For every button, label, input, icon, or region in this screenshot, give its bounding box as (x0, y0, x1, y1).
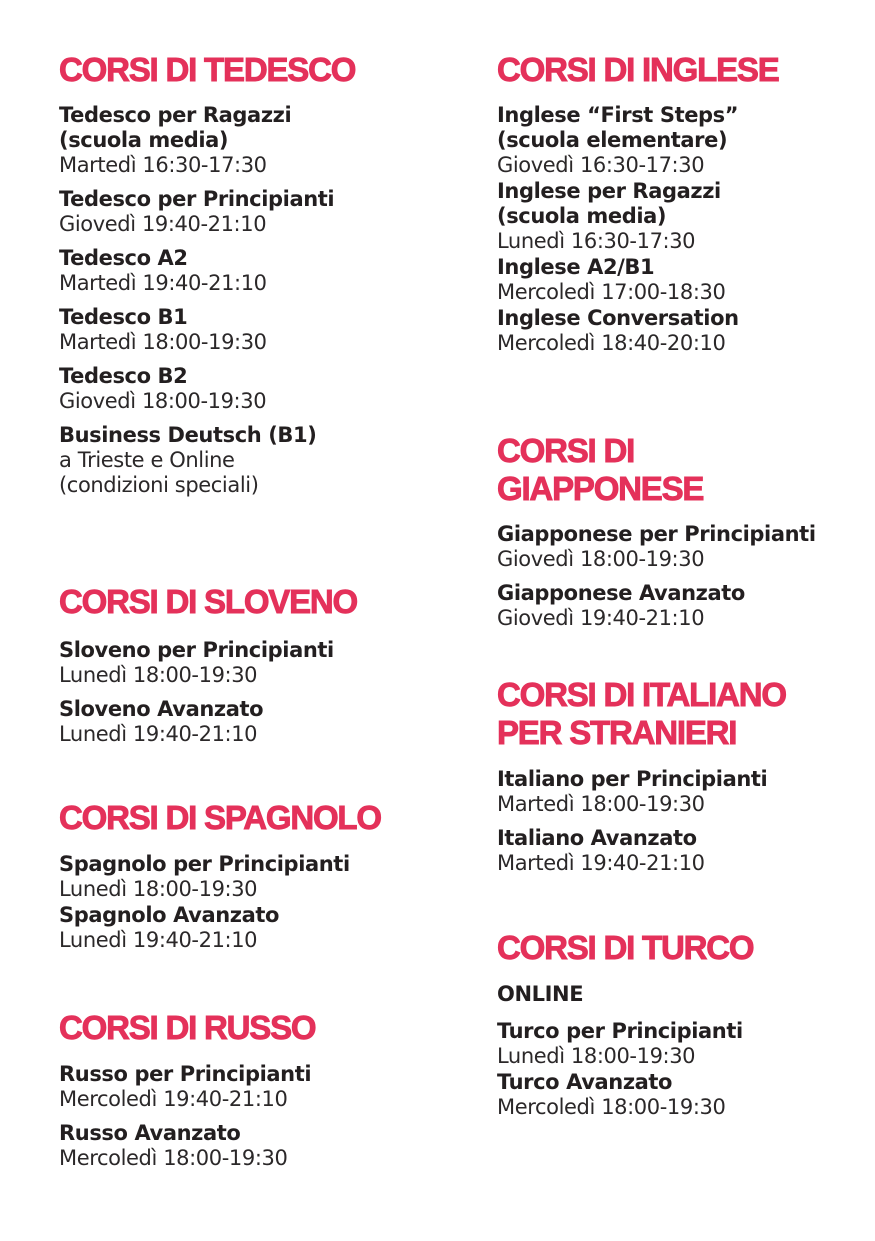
course-schedule (497, 792, 786, 817)
course-item (497, 255, 779, 305)
course-schedule-line: Lunedì 18:00-19:30 (59, 877, 258, 901)
course-item (497, 103, 779, 178)
course-name (497, 1019, 753, 1044)
section-heading-line: CORSI DI SLOVENO (59, 583, 358, 620)
course-name (59, 246, 355, 271)
course-name-line: Business Deutsch (B1) (59, 423, 317, 447)
course-schedule-line: Martedì 19:40-21:10 (59, 271, 267, 295)
course-name (497, 103, 779, 153)
course-schedule (59, 928, 381, 953)
section-giapponese (497, 432, 816, 631)
course-schedule (497, 331, 779, 356)
course-list (59, 852, 381, 953)
course-schedule-line: Mercoledì 18:00-19:30 (59, 1146, 288, 1170)
course-schedule-line: Mercoledì 19:40-21:10 (59, 1087, 288, 1111)
course-name (497, 179, 779, 229)
course-item (497, 1070, 753, 1120)
course-item (59, 1062, 315, 1112)
section-heading-line: CORSI DI INGLESE (497, 51, 779, 88)
course-name (59, 103, 355, 153)
course-schedule-line: Martedì 16:30-17:30 (59, 153, 267, 177)
course-name-line: Tedesco A2 (59, 246, 188, 270)
course-item (497, 826, 786, 876)
course-name-line: Italiano Avanzato (497, 826, 697, 850)
course-name-line: Italiano per Principianti (497, 767, 768, 791)
section-tedesco (59, 51, 355, 498)
course-name-line: Spagnolo per Principianti (59, 852, 350, 876)
section-italiano (497, 676, 786, 876)
course-name-line: Spagnolo Avanzato (59, 903, 280, 927)
course-schedule (497, 547, 816, 572)
section-heading-line: CORSI DI SPAGNOLO (59, 799, 381, 836)
course-schedule-line: Martedì 19:40-21:10 (497, 851, 705, 875)
course-schedule (497, 1095, 753, 1120)
section-heading (59, 51, 355, 89)
course-name (59, 697, 357, 722)
course-list (497, 1019, 753, 1120)
course-name (497, 767, 786, 792)
course-schedule-line: Giovedì 18:00-19:30 (497, 547, 705, 571)
course-schedule (497, 1044, 753, 1069)
section-sloveno (59, 583, 357, 747)
course-name (59, 903, 381, 928)
course-name-line: Russo Avanzato (59, 1121, 241, 1145)
section-heading-line: CORSI DI RUSSO (59, 1009, 316, 1046)
course-schedule-line: Lunedì 19:40-21:10 (59, 722, 258, 746)
course-item (59, 187, 355, 237)
course-list (497, 767, 786, 876)
course-schedule (497, 153, 779, 178)
course-schedule (59, 1146, 315, 1171)
course-schedule (59, 212, 355, 237)
course-schedule (59, 330, 355, 355)
course-name (497, 581, 816, 606)
course-name-line: (scuola media) (497, 204, 667, 228)
course-name (59, 1062, 315, 1087)
course-item (59, 423, 355, 498)
course-schedule-line: Mercoledì 18:40-20:10 (497, 331, 726, 355)
course-name-line: Turco per Principianti (497, 1019, 743, 1043)
course-schedule-line: Martedì 18:00-19:30 (59, 330, 267, 354)
section-heading (497, 51, 779, 89)
course-list (59, 103, 355, 498)
course-list (59, 638, 357, 747)
section-heading (497, 929, 753, 967)
course-name-line: Giapponese per Principianti (497, 522, 816, 546)
course-item (497, 179, 779, 254)
course-schedule-line: Lunedì 16:30-17:30 (497, 229, 696, 253)
course-name (59, 638, 357, 663)
course-item (497, 1019, 753, 1069)
section-spagnolo (59, 799, 381, 953)
course-schedule-line: Giovedì 19:40-21:10 (497, 606, 705, 630)
course-schedule-line: Lunedì 18:00-19:30 (59, 663, 258, 687)
course-schedule (497, 280, 779, 305)
course-schedule (59, 1087, 315, 1112)
course-schedule (59, 877, 381, 902)
course-schedule (59, 722, 357, 747)
course-item (497, 767, 786, 817)
course-name-line: Sloveno Avanzato (59, 697, 264, 721)
course-schedule-line: Giovedì 19:40-21:10 (59, 212, 267, 236)
course-schedule-line: Giovedì 18:00-19:30 (59, 389, 267, 413)
course-schedule (497, 229, 779, 254)
course-schedule-line: (condizioni speciali) (59, 473, 259, 497)
course-schedule-line: Martedì 18:00-19:30 (497, 792, 705, 816)
course-item (59, 903, 381, 953)
course-list (59, 1062, 315, 1171)
course-name-line: Inglese per Ragazzi (497, 179, 721, 203)
course-schedule (497, 606, 816, 631)
section-heading-line: CORSI DI ITALIANO (497, 676, 786, 713)
course-name-line: Inglese A2/B1 (497, 255, 655, 279)
section-russo (59, 1009, 315, 1171)
course-schedule-line: Lunedì 18:00-19:30 (497, 1044, 696, 1068)
course-name-line: Tedesco per Principianti (59, 187, 335, 211)
course-name (59, 305, 355, 330)
course-name (59, 1121, 315, 1146)
course-name-line: Inglese Conversation (497, 306, 739, 330)
section-heading (59, 799, 381, 837)
section-heading (497, 676, 786, 752)
course-schedule (59, 389, 355, 414)
course-name-line: Tedesco per Ragazzi (59, 103, 292, 127)
course-schedule (59, 271, 355, 296)
section-heading-line: CORSI DI (497, 432, 635, 469)
course-schedule-line: Mercoledì 18:00-19:30 (497, 1095, 726, 1119)
course-name (497, 306, 779, 331)
course-name (497, 826, 786, 851)
course-name-line: Russo per Principianti (59, 1062, 312, 1086)
course-item (497, 581, 816, 631)
course-item (59, 246, 355, 296)
course-name-line: Tedesco B1 (59, 305, 188, 329)
course-list (497, 522, 816, 631)
course-schedule-line: Mercoledì 17:00-18:30 (497, 280, 726, 304)
course-name-line: (scuola media) (59, 128, 229, 152)
course-name (59, 187, 355, 212)
section-heading (59, 1009, 315, 1047)
section-heading-line: CORSI DI TEDESCO (59, 51, 356, 88)
course-item (59, 364, 355, 414)
course-item (497, 306, 779, 356)
course-item (59, 697, 357, 747)
course-name (59, 423, 355, 448)
course-schedule (497, 851, 786, 876)
course-item (59, 305, 355, 355)
course-name-line: Inglese “First Steps” (497, 103, 739, 127)
course-name-line: Giapponese Avanzato (497, 581, 745, 605)
course-item (59, 1121, 315, 1171)
course-schedule (59, 153, 355, 178)
course-schedule-line: Giovedì 16:30-17:30 (497, 153, 705, 177)
course-name (59, 852, 381, 877)
course-name-line: Turco Avanzato (497, 1070, 673, 1094)
course-name (497, 522, 816, 547)
course-schedule-line: a Trieste e Online (59, 448, 235, 472)
course-name-line: Tedesco B2 (59, 364, 188, 388)
course-name (497, 1070, 753, 1095)
course-list (497, 103, 779, 356)
section-heading-line: CORSI DI TURCO (497, 929, 754, 966)
section-heading (497, 432, 816, 508)
course-item (59, 852, 381, 902)
course-schedule (59, 448, 355, 498)
section-inglese (497, 51, 779, 356)
course-schedule (59, 663, 357, 688)
course-item (59, 638, 357, 688)
course-name-line: (scuola elementare) (497, 128, 728, 152)
course-item (59, 103, 355, 178)
course-item (497, 522, 816, 572)
course-name (59, 364, 355, 389)
course-schedule-line: Lunedì 19:40-21:10 (59, 928, 258, 952)
course-name-line: Sloveno per Principianti (59, 638, 334, 662)
section-heading-line: GIAPPONESE (497, 470, 704, 507)
online-note: ONLINE (497, 982, 584, 1006)
section-turco (497, 929, 753, 1120)
course-name (497, 255, 779, 280)
section-heading-line: PER STRANIERI (497, 714, 737, 751)
section-heading (59, 583, 357, 621)
